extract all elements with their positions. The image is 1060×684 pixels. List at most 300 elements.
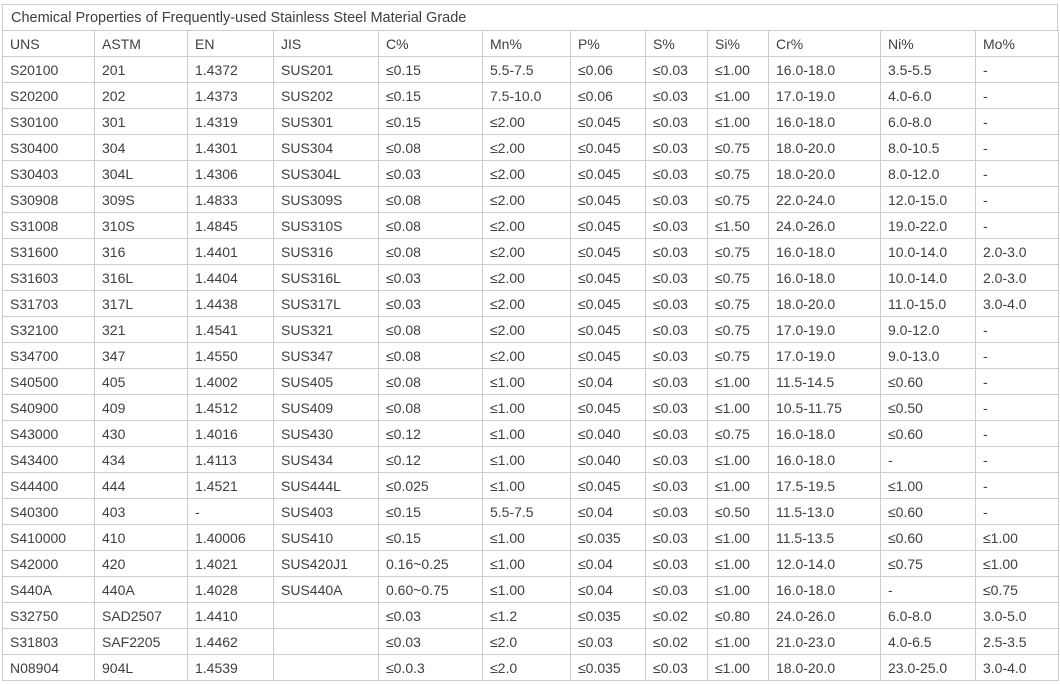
cell-jis: SUS316L bbox=[274, 265, 379, 291]
cell-cr: 17.0-19.0 bbox=[769, 317, 881, 343]
cell-mn: ≤1.00 bbox=[483, 577, 571, 603]
cell-mn: ≤1.2 bbox=[483, 603, 571, 629]
cell-c: ≤0.08 bbox=[379, 343, 483, 369]
cell-c: ≤0.08 bbox=[379, 135, 483, 161]
table-body bbox=[3, 57, 1059, 681]
cell-mo: 3.0-4.0 bbox=[976, 655, 1059, 681]
table-row bbox=[3, 421, 1059, 447]
cell-jis: SUS310S bbox=[274, 213, 379, 239]
cell-en: 1.4404 bbox=[188, 265, 274, 291]
cell-uns: S44400 bbox=[3, 473, 95, 499]
cell-jis: SUS440A bbox=[274, 577, 379, 603]
cell-p: ≤0.045 bbox=[571, 265, 646, 291]
cell-uns: S31703 bbox=[3, 291, 95, 317]
steel-grade-table bbox=[2, 4, 1058, 681]
cell-c: 0.60~0.75 bbox=[379, 577, 483, 603]
cell-p: ≤0.035 bbox=[571, 525, 646, 551]
cell-astm: 304L bbox=[95, 161, 188, 187]
cell-ni: 8.0-12.0 bbox=[881, 161, 976, 187]
cell-en: 1.4438 bbox=[188, 291, 274, 317]
column-header-cr: Cr% bbox=[769, 31, 881, 57]
cell-s: ≤0.03 bbox=[646, 83, 708, 109]
cell-uns: S31603 bbox=[3, 265, 95, 291]
cell-ni: ≤0.50 bbox=[881, 395, 976, 421]
cell-jis: SUS309S bbox=[274, 187, 379, 213]
table-row bbox=[3, 317, 1059, 343]
cell-astm: 309S bbox=[95, 187, 188, 213]
table-row bbox=[3, 213, 1059, 239]
cell-cr: 18.0-20.0 bbox=[769, 135, 881, 161]
cell-uns: S43000 bbox=[3, 421, 95, 447]
column-header-s: S% bbox=[646, 31, 708, 57]
cell-cr: 11.5-13.0 bbox=[769, 499, 881, 525]
cell-p: ≤0.035 bbox=[571, 603, 646, 629]
table-row bbox=[3, 629, 1059, 655]
table-title: Chemical Properties of Frequently-used Stainless Steel Material Grade bbox=[2, 4, 1058, 30]
cell-jis: SUS434 bbox=[274, 447, 379, 473]
cell-astm: 310S bbox=[95, 213, 188, 239]
cell-mo: ≤1.00 bbox=[976, 525, 1059, 551]
cell-cr: 16.0-18.0 bbox=[769, 265, 881, 291]
cell-p: ≤0.035 bbox=[571, 655, 646, 681]
cell-en: 1.4462 bbox=[188, 629, 274, 655]
cell-s: ≤0.03 bbox=[646, 577, 708, 603]
cell-ni: 4.0-6.0 bbox=[881, 83, 976, 109]
cell-ni: ≤0.60 bbox=[881, 499, 976, 525]
table-row bbox=[3, 525, 1059, 551]
cell-uns: S32100 bbox=[3, 317, 95, 343]
cell-c: ≤0.12 bbox=[379, 421, 483, 447]
cell-mo: 2.0-3.0 bbox=[976, 265, 1059, 291]
cell-p: ≤0.045 bbox=[571, 395, 646, 421]
cell-c: ≤0.08 bbox=[379, 369, 483, 395]
cell-en: 1.4845 bbox=[188, 213, 274, 239]
column-header-mo: Mo% bbox=[976, 31, 1059, 57]
cell-jis: SUS321 bbox=[274, 317, 379, 343]
cell-astm: 316 bbox=[95, 239, 188, 265]
cell-ni: 6.0-8.0 bbox=[881, 109, 976, 135]
cell-mn: ≤2.0 bbox=[483, 655, 571, 681]
cell-jis: SUS347 bbox=[274, 343, 379, 369]
cell-ni: 4.0-6.5 bbox=[881, 629, 976, 655]
cell-ni: 9.0-13.0 bbox=[881, 343, 976, 369]
cell-mo: - bbox=[976, 473, 1059, 499]
cell-en: 1.4113 bbox=[188, 447, 274, 473]
cell-uns: S30403 bbox=[3, 161, 95, 187]
cell-jis: SUS201 bbox=[274, 57, 379, 83]
cell-en: 1.4016 bbox=[188, 421, 274, 447]
cell-mn: ≤2.00 bbox=[483, 291, 571, 317]
cell-astm: SAF2205 bbox=[95, 629, 188, 655]
cell-s: ≤0.03 bbox=[646, 655, 708, 681]
cell-ni: 3.5-5.5 bbox=[881, 57, 976, 83]
table-header bbox=[3, 31, 1059, 57]
cell-cr: 22.0-24.0 bbox=[769, 187, 881, 213]
header-row bbox=[3, 31, 1059, 57]
cell-si: ≤1.00 bbox=[708, 369, 769, 395]
cell-c: ≤0.15 bbox=[379, 525, 483, 551]
cell-si: ≤1.00 bbox=[708, 551, 769, 577]
column-header-p: P% bbox=[571, 31, 646, 57]
cell-en: 1.4319 bbox=[188, 109, 274, 135]
cell-uns: N08904 bbox=[3, 655, 95, 681]
cell-jis: SUS444L bbox=[274, 473, 379, 499]
cell-en: 1.4512 bbox=[188, 395, 274, 421]
cell-uns: S30100 bbox=[3, 109, 95, 135]
cell-jis: SUS405 bbox=[274, 369, 379, 395]
cell-ni: 6.0-8.0 bbox=[881, 603, 976, 629]
column-header-astm: ASTM bbox=[95, 31, 188, 57]
cell-s: ≤0.03 bbox=[646, 109, 708, 135]
cell-astm: 347 bbox=[95, 343, 188, 369]
cell-astm: 316L bbox=[95, 265, 188, 291]
column-header-ni: Ni% bbox=[881, 31, 976, 57]
cell-p: ≤0.04 bbox=[571, 369, 646, 395]
cell-astm: 904L bbox=[95, 655, 188, 681]
cell-p: ≤0.06 bbox=[571, 57, 646, 83]
cell-astm: 403 bbox=[95, 499, 188, 525]
column-header-c: C% bbox=[379, 31, 483, 57]
cell-cr: 24.0-26.0 bbox=[769, 213, 881, 239]
cell-mn: ≤2.00 bbox=[483, 317, 571, 343]
cell-s: ≤0.03 bbox=[646, 369, 708, 395]
cell-mn: ≤2.00 bbox=[483, 109, 571, 135]
cell-cr: 16.0-18.0 bbox=[769, 421, 881, 447]
cell-p: ≤0.040 bbox=[571, 447, 646, 473]
cell-p: ≤0.04 bbox=[571, 551, 646, 577]
cell-astm: 317L bbox=[95, 291, 188, 317]
cell-p: ≤0.045 bbox=[571, 161, 646, 187]
cell-mn: ≤2.00 bbox=[483, 161, 571, 187]
cell-s: ≤0.03 bbox=[646, 213, 708, 239]
cell-ni: ≤0.60 bbox=[881, 421, 976, 447]
cell-astm: 301 bbox=[95, 109, 188, 135]
cell-c: ≤0.08 bbox=[379, 187, 483, 213]
cell-mo: 3.0-5.0 bbox=[976, 603, 1059, 629]
cell-astm: 201 bbox=[95, 57, 188, 83]
cell-uns: S30908 bbox=[3, 187, 95, 213]
table-row bbox=[3, 161, 1059, 187]
table-row bbox=[3, 655, 1059, 681]
column-header-si: Si% bbox=[708, 31, 769, 57]
cell-si: ≤1.00 bbox=[708, 57, 769, 83]
cell-si: ≤0.75 bbox=[708, 135, 769, 161]
cell-astm: 202 bbox=[95, 83, 188, 109]
cell-en: - bbox=[188, 499, 274, 525]
cell-c: ≤0.03 bbox=[379, 629, 483, 655]
cell-p: ≤0.04 bbox=[571, 499, 646, 525]
cell-p: ≤0.06 bbox=[571, 83, 646, 109]
cell-cr: 17.5-19.5 bbox=[769, 473, 881, 499]
cell-jis bbox=[274, 603, 379, 629]
cell-mn: ≤1.00 bbox=[483, 369, 571, 395]
cell-cr: 18.0-20.0 bbox=[769, 291, 881, 317]
cell-cr: 11.5-13.5 bbox=[769, 525, 881, 551]
cell-si: ≤1.00 bbox=[708, 447, 769, 473]
cell-uns: S440A bbox=[3, 577, 95, 603]
cell-jis: SUS304 bbox=[274, 135, 379, 161]
column-header-jis: JIS bbox=[274, 31, 379, 57]
cell-uns: S32750 bbox=[3, 603, 95, 629]
cell-c: ≤0.08 bbox=[379, 213, 483, 239]
cell-uns: S20100 bbox=[3, 57, 95, 83]
cell-s: ≤0.03 bbox=[646, 239, 708, 265]
cell-jis: SUS430 bbox=[274, 421, 379, 447]
table-row bbox=[3, 57, 1059, 83]
cell-p: ≤0.045 bbox=[571, 187, 646, 213]
cell-en: 1.4028 bbox=[188, 577, 274, 603]
cell-mo: - bbox=[976, 187, 1059, 213]
cell-s: ≤0.03 bbox=[646, 343, 708, 369]
cell-astm: 410 bbox=[95, 525, 188, 551]
cell-cr: 18.0-20.0 bbox=[769, 161, 881, 187]
cell-si: ≤1.00 bbox=[708, 395, 769, 421]
cell-si: ≤1.50 bbox=[708, 213, 769, 239]
cell-p: ≤0.045 bbox=[571, 239, 646, 265]
cell-mo: - bbox=[976, 213, 1059, 239]
cell-c: ≤0.12 bbox=[379, 447, 483, 473]
cell-mo: - bbox=[976, 161, 1059, 187]
cell-cr: 16.0-18.0 bbox=[769, 239, 881, 265]
cell-cr: 12.0-14.0 bbox=[769, 551, 881, 577]
cell-c: ≤0.15 bbox=[379, 109, 483, 135]
table-row bbox=[3, 473, 1059, 499]
cell-mn: ≤1.00 bbox=[483, 525, 571, 551]
cell-mo: ≤0.75 bbox=[976, 577, 1059, 603]
cell-ni: ≤0.60 bbox=[881, 525, 976, 551]
cell-c: ≤0.15 bbox=[379, 499, 483, 525]
cell-cr: 16.0-18.0 bbox=[769, 447, 881, 473]
cell-c: ≤0.0.3 bbox=[379, 655, 483, 681]
cell-astm: 321 bbox=[95, 317, 188, 343]
cell-mo: 2.0-3.0 bbox=[976, 239, 1059, 265]
cell-c: ≤0.03 bbox=[379, 291, 483, 317]
cell-uns: S40900 bbox=[3, 395, 95, 421]
cell-cr: 21.0-23.0 bbox=[769, 629, 881, 655]
cell-ni: 12.0-15.0 bbox=[881, 187, 976, 213]
cell-uns: S34700 bbox=[3, 343, 95, 369]
cell-si: ≤1.00 bbox=[708, 473, 769, 499]
table-row bbox=[3, 83, 1059, 109]
cell-si: ≤0.50 bbox=[708, 499, 769, 525]
cell-ni: ≤0.60 bbox=[881, 369, 976, 395]
cell-s: ≤0.03 bbox=[646, 525, 708, 551]
cell-p: ≤0.045 bbox=[571, 135, 646, 161]
table-row bbox=[3, 343, 1059, 369]
cell-mo: - bbox=[976, 421, 1059, 447]
cell-ni: 9.0-12.0 bbox=[881, 317, 976, 343]
cell-mn: ≤2.00 bbox=[483, 213, 571, 239]
cell-mn: ≤2.00 bbox=[483, 187, 571, 213]
cell-astm: 430 bbox=[95, 421, 188, 447]
cell-en: 1.4306 bbox=[188, 161, 274, 187]
cell-ni: 10.0-14.0 bbox=[881, 239, 976, 265]
table-row bbox=[3, 551, 1059, 577]
cell-si: ≤0.75 bbox=[708, 421, 769, 447]
cell-en: 1.4021 bbox=[188, 551, 274, 577]
cell-uns: S410000 bbox=[3, 525, 95, 551]
cell-ni: 11.0-15.0 bbox=[881, 291, 976, 317]
cell-mo: 3.0-4.0 bbox=[976, 291, 1059, 317]
table-row bbox=[3, 395, 1059, 421]
cell-uns: S31803 bbox=[3, 629, 95, 655]
cell-astm: 420 bbox=[95, 551, 188, 577]
cell-en: 1.4401 bbox=[188, 239, 274, 265]
cell-p: ≤0.045 bbox=[571, 317, 646, 343]
cell-jis: SUS304L bbox=[274, 161, 379, 187]
cell-si: ≤0.75 bbox=[708, 239, 769, 265]
cell-cr: 17.0-19.0 bbox=[769, 83, 881, 109]
cell-p: ≤0.04 bbox=[571, 577, 646, 603]
cell-mn: ≤2.00 bbox=[483, 239, 571, 265]
cell-mn: 5.5-7.5 bbox=[483, 499, 571, 525]
cell-jis: SUS409 bbox=[274, 395, 379, 421]
cell-astm: 444 bbox=[95, 473, 188, 499]
cell-ni: - bbox=[881, 577, 976, 603]
cell-mo: - bbox=[976, 83, 1059, 109]
table-row bbox=[3, 265, 1059, 291]
cell-ni: ≤0.75 bbox=[881, 551, 976, 577]
cell-s: ≤0.03 bbox=[646, 317, 708, 343]
cell-en: 1.4833 bbox=[188, 187, 274, 213]
cell-uns: S42000 bbox=[3, 551, 95, 577]
cell-en: 1.4550 bbox=[188, 343, 274, 369]
cell-jis bbox=[274, 655, 379, 681]
cell-ni: 10.0-14.0 bbox=[881, 265, 976, 291]
column-header-mn: Mn% bbox=[483, 31, 571, 57]
cell-c: ≤0.15 bbox=[379, 83, 483, 109]
cell-en: 1.4521 bbox=[188, 473, 274, 499]
cell-s: ≤0.02 bbox=[646, 629, 708, 655]
cell-cr: 10.5-11.75 bbox=[769, 395, 881, 421]
cell-en: 1.4002 bbox=[188, 369, 274, 395]
cell-si: ≤0.75 bbox=[708, 187, 769, 213]
cell-p: ≤0.045 bbox=[571, 213, 646, 239]
cell-cr: 18.0-20.0 bbox=[769, 655, 881, 681]
table-row bbox=[3, 577, 1059, 603]
cell-mn: ≤2.00 bbox=[483, 265, 571, 291]
cell-jis: SUS317L bbox=[274, 291, 379, 317]
cell-en: 1.4373 bbox=[188, 83, 274, 109]
cell-si: ≤0.75 bbox=[708, 343, 769, 369]
cell-cr: 11.5-14.5 bbox=[769, 369, 881, 395]
table-row bbox=[3, 447, 1059, 473]
cell-s: ≤0.03 bbox=[646, 499, 708, 525]
cell-p: ≤0.045 bbox=[571, 343, 646, 369]
cell-en: 1.4410 bbox=[188, 603, 274, 629]
table-row bbox=[3, 603, 1059, 629]
cell-si: ≤0.75 bbox=[708, 291, 769, 317]
cell-s: ≤0.03 bbox=[646, 551, 708, 577]
cell-p: ≤0.03 bbox=[571, 629, 646, 655]
cell-uns: S31008 bbox=[3, 213, 95, 239]
table-row bbox=[3, 109, 1059, 135]
cell-c: ≤0.08 bbox=[379, 239, 483, 265]
cell-ni: - bbox=[881, 447, 976, 473]
cell-en: 1.4539 bbox=[188, 655, 274, 681]
cell-mo: - bbox=[976, 499, 1059, 525]
cell-jis: SUS410 bbox=[274, 525, 379, 551]
cell-c: ≤0.025 bbox=[379, 473, 483, 499]
cell-jis: SUS301 bbox=[274, 109, 379, 135]
cell-en: 1.4301 bbox=[188, 135, 274, 161]
cell-cr: 16.0-18.0 bbox=[769, 109, 881, 135]
cell-cr: 17.0-19.0 bbox=[769, 343, 881, 369]
table-row bbox=[3, 239, 1059, 265]
cell-mn: ≤1.00 bbox=[483, 551, 571, 577]
cell-mo: - bbox=[976, 57, 1059, 83]
cell-s: ≤0.03 bbox=[646, 291, 708, 317]
cell-si: ≤1.00 bbox=[708, 109, 769, 135]
cell-s: ≤0.03 bbox=[646, 187, 708, 213]
cell-s: ≤0.03 bbox=[646, 57, 708, 83]
cell-mo: - bbox=[976, 395, 1059, 421]
cell-si: ≤1.00 bbox=[708, 629, 769, 655]
cell-uns: S40300 bbox=[3, 499, 95, 525]
cell-jis: SUS403 bbox=[274, 499, 379, 525]
cell-en: 1.4541 bbox=[188, 317, 274, 343]
cell-mo: - bbox=[976, 317, 1059, 343]
cell-mn: ≤1.00 bbox=[483, 421, 571, 447]
cell-s: ≤0.03 bbox=[646, 265, 708, 291]
cell-s: ≤0.03 bbox=[646, 161, 708, 187]
cell-ni: 23.0-25.0 bbox=[881, 655, 976, 681]
cell-ni: 8.0-10.5 bbox=[881, 135, 976, 161]
column-header-en: EN bbox=[188, 31, 274, 57]
cell-p: ≤0.045 bbox=[571, 109, 646, 135]
cell-uns: S43400 bbox=[3, 447, 95, 473]
cell-p: ≤0.045 bbox=[571, 291, 646, 317]
cell-s: ≤0.02 bbox=[646, 603, 708, 629]
cell-cr: 24.0-26.0 bbox=[769, 603, 881, 629]
table-row bbox=[3, 291, 1059, 317]
table-row bbox=[3, 135, 1059, 161]
cell-mo: - bbox=[976, 109, 1059, 135]
cell-mo: - bbox=[976, 343, 1059, 369]
cell-astm: 409 bbox=[95, 395, 188, 421]
cell-mo: ≤1.00 bbox=[976, 551, 1059, 577]
cell-s: ≤0.03 bbox=[646, 395, 708, 421]
cell-s: ≤0.03 bbox=[646, 135, 708, 161]
cell-ni: 19.0-22.0 bbox=[881, 213, 976, 239]
cell-si: ≤0.75 bbox=[708, 161, 769, 187]
cell-mn: ≤1.00 bbox=[483, 447, 571, 473]
cell-mn: ≤2.00 bbox=[483, 135, 571, 161]
cell-p: ≤0.040 bbox=[571, 421, 646, 447]
cell-mo: - bbox=[976, 369, 1059, 395]
cell-mo: - bbox=[976, 447, 1059, 473]
table-row bbox=[3, 187, 1059, 213]
cell-mn: ≤2.0 bbox=[483, 629, 571, 655]
cell-jis: SUS202 bbox=[274, 83, 379, 109]
cell-jis: SUS316 bbox=[274, 239, 379, 265]
cell-mn: 5.5-7.5 bbox=[483, 57, 571, 83]
cell-cr: 16.0-18.0 bbox=[769, 57, 881, 83]
cell-uns: S31600 bbox=[3, 239, 95, 265]
chemical-properties-table bbox=[2, 30, 1059, 681]
cell-si: ≤0.80 bbox=[708, 603, 769, 629]
cell-s: ≤0.03 bbox=[646, 421, 708, 447]
cell-cr: 16.0-18.0 bbox=[769, 577, 881, 603]
cell-c: ≤0.08 bbox=[379, 317, 483, 343]
cell-c: ≤0.15 bbox=[379, 57, 483, 83]
cell-astm: 405 bbox=[95, 369, 188, 395]
cell-uns: S20200 bbox=[3, 83, 95, 109]
cell-si: ≤1.00 bbox=[708, 577, 769, 603]
cell-ni: ≤1.00 bbox=[881, 473, 976, 499]
cell-jis bbox=[274, 629, 379, 655]
cell-astm: 434 bbox=[95, 447, 188, 473]
